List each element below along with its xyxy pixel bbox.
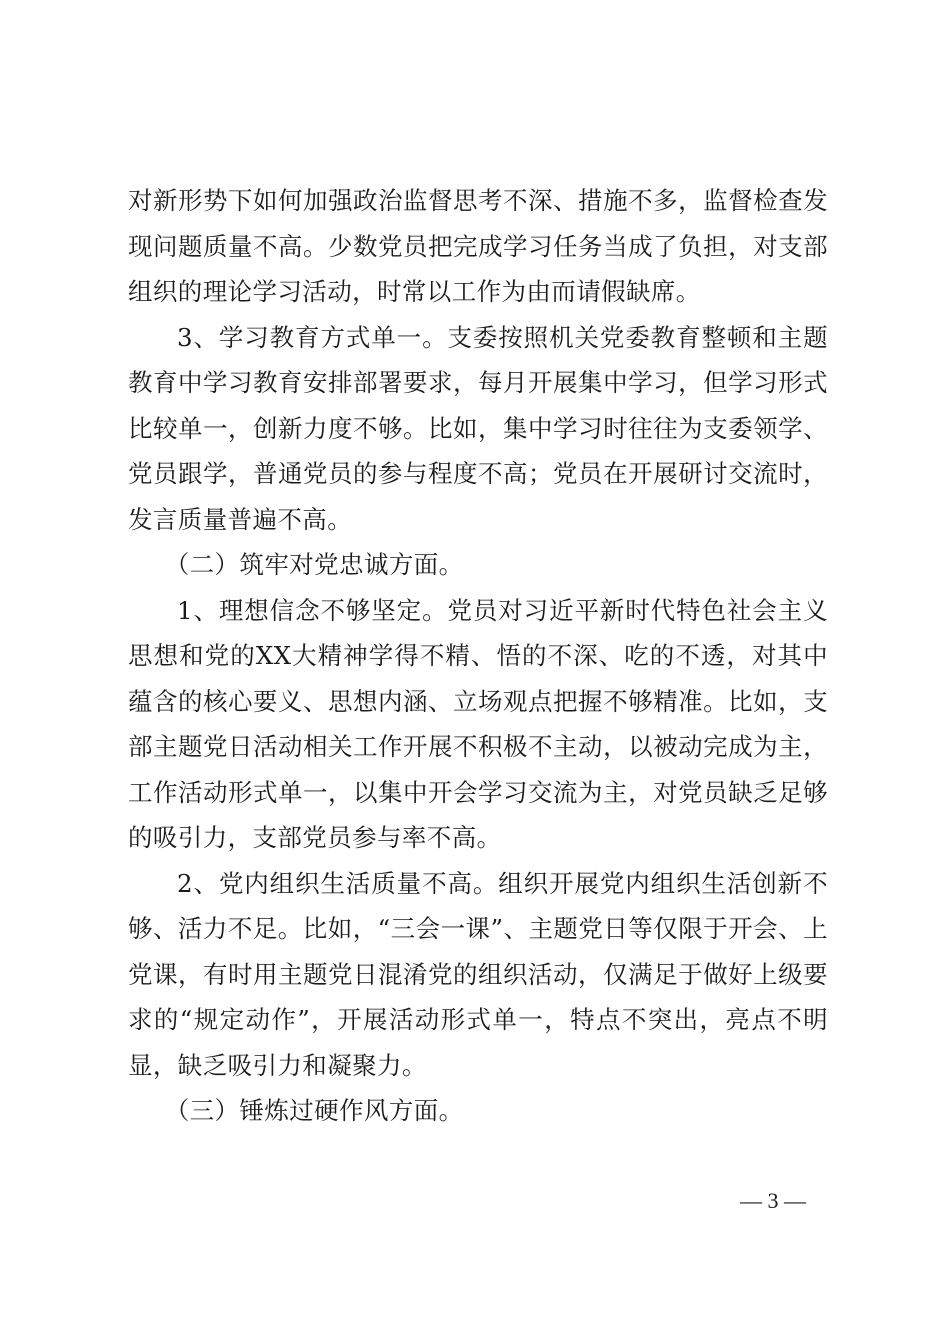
- paragraph-item-3: 3、学习教育方式单一。支委按照机关党委教育整顿和主题教育中学习教育安排部署要求，每月开展集中学习，但学习形式比较单一，创新力度不够。比如，集中学习时往往为支委领学、党员跟学，普通党员的参与程度不高；党员在开展研讨交流时，发言质量普遍不高。: [128, 322, 828, 534]
- paragraph-continuation: 对新形势下如何加强政治监督思考不深、措施不多，监督检查发现问题质量不高。少数党员把完成学习任务当成了负担，对支部组织的理论学习活动，时常以工作为由而请假缺席。: [128, 186, 828, 306]
- section-heading-2: （二）筑牢对党忠诚方面。: [164, 550, 464, 579]
- paragraph-item-1: 1、理想信念不够坚定。党员对习近平新时代特色社会主义思想和党的XX大精神学得不精、悟的不深、吃的不透，对其中蕴含的核心要义、思想内涵、立场观点把握不够精准。比如，支部主题党日活动相关工作开展不积极不主动，以被动完成为主，工作活动形式单一，以集中开会学习交流为主，对党员缺乏足够的吸引力，支部党员参与率不高。: [128, 595, 828, 852]
- paragraph-item-2: 2、党内组织生活质量不高。组织开展党内组织生活创新不够、活力不足。比如，“三会一课”、主题党日等仅限于开会、上党课，有时用主题党日混淆党的组织活动，仅满足于做好上级要求的“规定动作”，开展活动形式单一，特点不突出，亮点不明显，缺乏吸引力和凝聚力。: [128, 868, 828, 1080]
- document-body: [128, 178, 828, 1134]
- section-heading-3: （三）锤炼过硬作风方面。: [164, 1096, 464, 1125]
- page-number: — 3 —: [740, 1188, 806, 1213]
